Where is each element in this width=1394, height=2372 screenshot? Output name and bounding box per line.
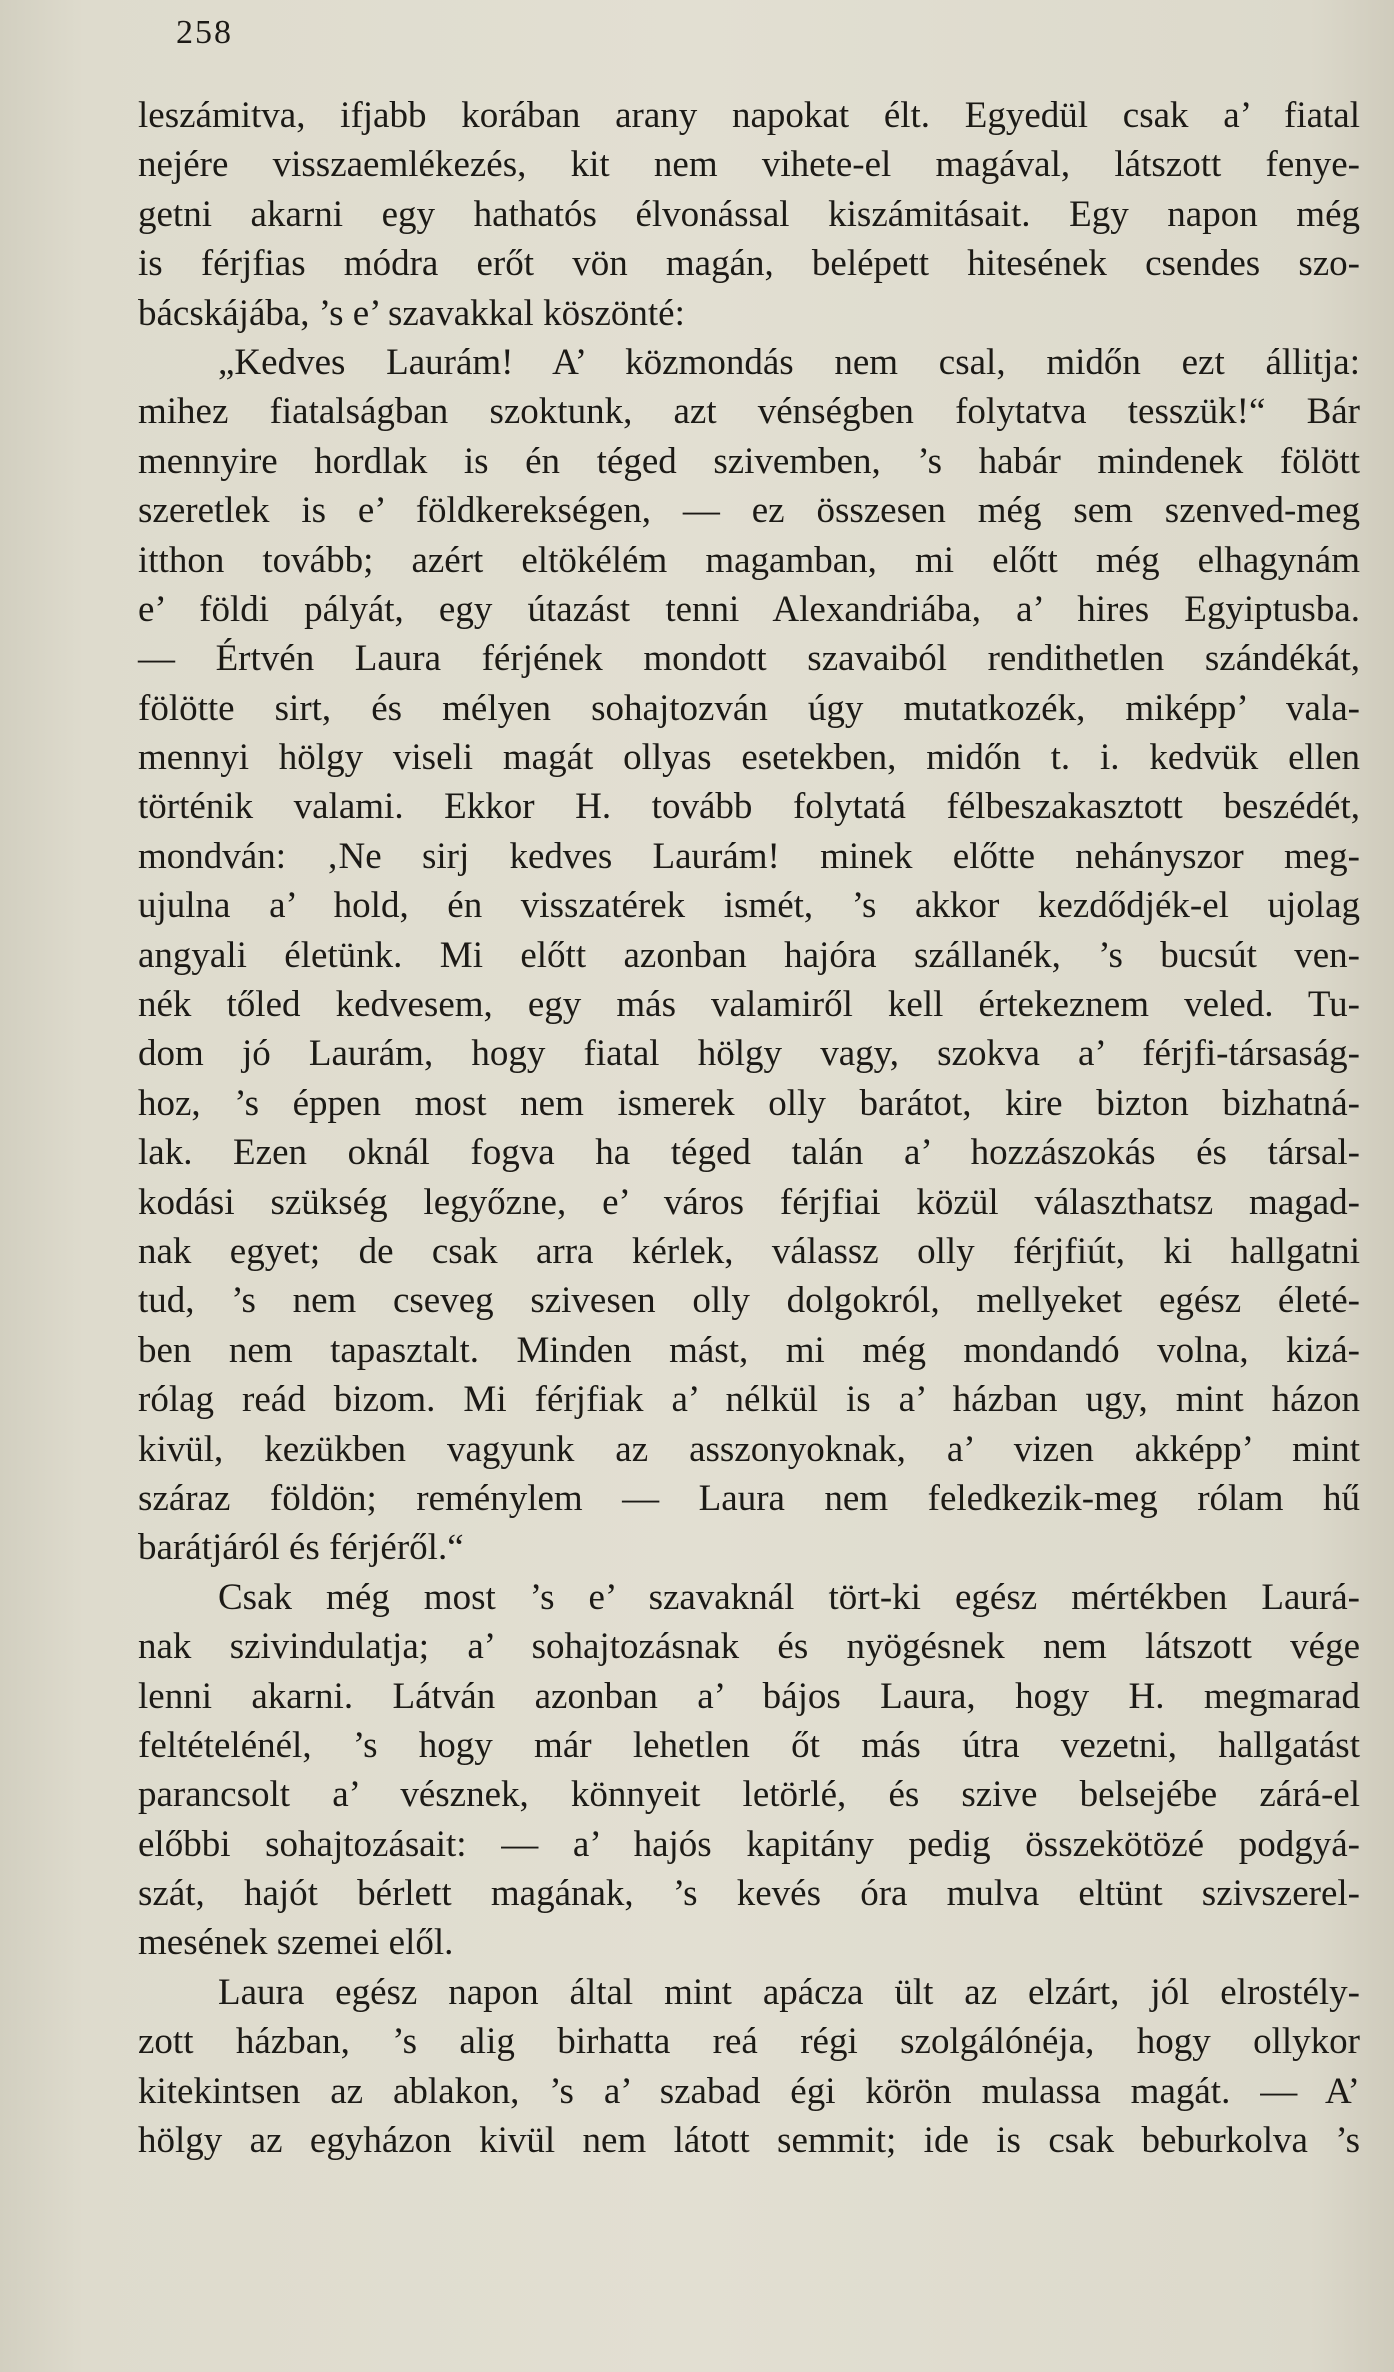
text-line: Csak még most ’s e’ szavaknál tört-ki egész mértékben Laurá- <box>218 1576 1360 1618</box>
text-line: kivül, kezükben vagyunk az asszonyoknak, a’ vizen akképp’ mint <box>138 1428 1360 1470</box>
text-line: hölgy az egyházon kivül nem látott semmit; ide is csak beburkolva ’s <box>138 2120 1360 2162</box>
text-line: fölötte sirt, és mélyen sohajtozván úgy mutatkozék, miképp’ vala- <box>138 687 1360 729</box>
text-line: nék tőled kedvesem, egy más valamiről kell értekeznem veled. Tu- <box>138 984 1360 1026</box>
text-line: ben nem tapasztalt. Minden mást, mi még mondandó volna, kizá- <box>138 1329 1360 1371</box>
text-line: angyali életünk. Mi előtt azonban hajóra szállanék, ’s bucsút ven- <box>138 934 1360 976</box>
text-line: itthon tovább; azért eltökélém magamban, mi előtt még elhagynám <box>138 539 1360 581</box>
text-line: parancsolt a’ vésznek, könnyeit letörlé, és szive belsejébe zárá-el <box>138 1774 1360 1816</box>
body-text <box>138 91 1360 2165</box>
text-line: lenni akarni. Látván azonban a’ bájos Laura, hogy H. megmarad <box>138 1675 1360 1717</box>
text-line: Laura egész napon által mint apácza ült az elzárt, jól elrostély- <box>218 1971 1360 2013</box>
text-line: előbbi sohajtozásait: — a’ hajós kapitány pedig összekötözé podgyá- <box>138 1823 1360 1865</box>
text-line: rólag reád bizom. Mi férjfiak a’ nélkül is a’ házban ugy, mint házon <box>138 1379 1360 1421</box>
text-line: e’ földi pályát, egy útazást tenni Alexandriába, a’ hires Egyiptusba. <box>138 588 1360 630</box>
text-line: bácskájába, ’s e’ szavakkal köszönté: <box>138 292 685 334</box>
text-line: kodási szükség legyőzne, e’ város férjfiai közül választhatsz magad- <box>138 1181 1360 1223</box>
text-line: szát, hajót bérlett magának, ’s kevés óra mulva eltünt szivszerel- <box>138 1873 1360 1915</box>
text-line: mondván: ‚Ne sirj kedves Laurám! minek előtte nehányszor meg- <box>138 835 1360 877</box>
text-line: — Értvén Laura férjének mondott szavaiból rendithetlen szándékát, <box>138 638 1360 680</box>
text-line: tud, ’s nem cseveg szivesen olly dolgokról, mellyeket egész életé- <box>138 1280 1360 1322</box>
text-line: szeretlek is e’ földkerekségen, — ez összesen még sem szenved-meg <box>138 490 1360 532</box>
text-line: mesének szemei elől. <box>138 1922 454 1964</box>
text-line: dom jó Laurám, hogy fiatal hölgy vagy, szokva a’ férjfi-társaság- <box>138 1033 1360 1075</box>
text-line: történik valami. Ekkor H. tovább folytatá félbeszakasztott beszédét, <box>138 786 1360 828</box>
text-line: kitekintsen az ablakon, ’s a’ szabad égi körön mulassa magát. — A’ <box>138 2070 1360 2112</box>
text-line: nejére visszaemlékezés, kit nem vihete-el magával, látszott fenye- <box>138 144 1360 186</box>
text-line: feltételénél, ’s hogy már lehetlen őt más útra vezetni, hallgatást <box>138 1724 1360 1766</box>
text-line: mennyire hordlak is én téged szivemben, ’s habár mindenek fölött <box>138 440 1360 482</box>
text-line: ujulna a’ hold, én visszatérek ismét, ’s akkor kezdődjék-el ujolag <box>138 885 1360 927</box>
text-line: hoz, ’s éppen most nem ismerek olly barátot, kire bizton bizhatná- <box>138 1082 1360 1124</box>
text-line: leszámitva, ifjabb korában arany napokat élt. Egyedül csak a’ fiatal <box>138 95 1360 136</box>
page-number: 258 <box>176 14 233 51</box>
text-line: zott házban, ’s alig birhatta reá régi szolgálónéja, hogy ollykor <box>138 2021 1360 2063</box>
text-line: nak egyet; de csak arra kérlek, válassz olly férjfiút, ki hallgatni <box>138 1230 1360 1272</box>
text-line: barátjáról és férjéről.“ <box>138 1527 464 1569</box>
text-line: száraz földön; reménylem — Laura nem feledkezik-meg rólam hű <box>138 1477 1360 1519</box>
text-line: nak szivindulatja; a’ sohajtozásnak és nyögésnek nem látszott vége <box>138 1626 1360 1668</box>
text-line: „Kedves Laurám! A’ közmondás nem csal, midőn ezt állitja: <box>218 341 1360 383</box>
text-line: lak. Ezen oknál fogva ha téged talán a’ hozzászokás és társal- <box>138 1132 1360 1174</box>
text-line: mihez fiatalságban szoktunk, azt vénségben folytatva tesszük!“ Bár <box>138 391 1360 433</box>
text-line: is férjfias módra erőt vön magán, belépett hitesének csendes szo- <box>138 243 1360 285</box>
text-line: mennyi hölgy viseli magát ollyas esetekben, midőn t. i. kedvük ellen <box>138 737 1360 779</box>
text-line: getni akarni egy hathatós élvonással kiszámitásait. Egy napon még <box>138 193 1360 235</box>
